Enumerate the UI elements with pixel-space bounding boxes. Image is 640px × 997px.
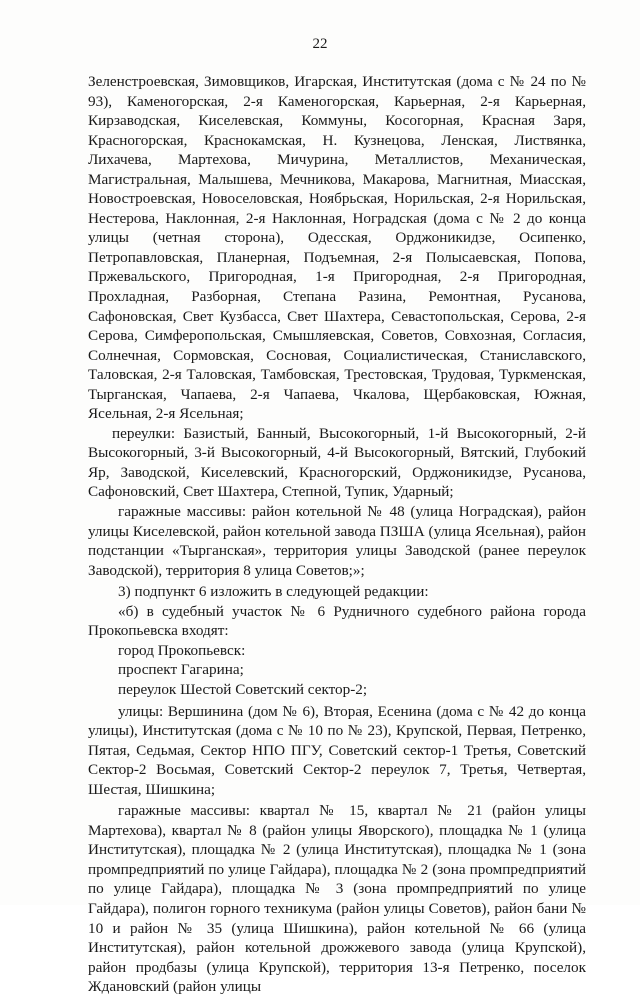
paragraph-lanes: переулки: Базистый, Банный, Высокогорный, 1-й Высокогорный, 2-й Высокогорный, 3-й Высокогорный, 4-й Высокогорный, Вятский, Глубокий Яр, Заводской, Киселевский, Красногорский, Орджоникидзе, Русанова, Сафоновский, Свет Шахтера, Степной, Тупик, Ударный;	[88, 424, 586, 501]
page-number: 22	[312, 36, 328, 52]
paragraph-subclause-3: 3) подпункт 6 изложить в следующей редакции:	[118, 583, 429, 601]
paragraph-streets-continued: Зеленстроевская, Зимовщиков, Игарская, Институтская (дома с № 24 по № 93), Каменогорская, 2-я Каменогорская, Карьерная, 2-я Карьерная, Кирзаводская, Киселевская, Коммуны, Косогорная, Красная Заря, Красногорская, Краснокамская, Н. Кузнецова, Ленская, Листвянка, Лихачева, Мартехова, Мичурина, Металлистов, Механическая, Магистральная, Малышева, Мечникова, Макарова, Магнитная, Миасская, Новостроевская, Новоселовская, Ноябрьская, Норильская, 2-я Норильская, Нестерова, Наклонная, 2-я Наклонная, Ноградская (дома с № 2 до конца улицы (четная сторона), Одесская, Орджоникидзе, Осипенко, Петропавловская, Планерная, Подъемная, 2-я Полысаевская, Попова, Пржевальского, Пригородная, 1-я Пригородная, 2-я Пригородная, Прохладная, Разборная, Степана Разина, Ремонтная, Русанова, Сафоновская, Свет Кузбасса, Свет Шахтера, Севастопольская, Серова, 2-я Серова, Симферопольская, Смышляевская, Советов, Совхозная, Согласия, Солнечная, Сормовская, Сосновая, Социалистическая, Станиславского, Таловская, 2-я Таловская, Тамбовская, Трестовская, Трудовая, Туркменская, Тырганская, Чапаева, 2-я Чапаева, Чкалова, Щербаковская, Южная, Ясельная, 2-я Ясельная;	[88, 73, 586, 423]
paragraph-court-district-6: «б) в судебный участок № 6 Рудничного судебного района города Прокопьевска входят:	[88, 602, 586, 640]
paragraph-garage-areas-6: гаражные массивы: квартал № 15, квартал № 21 (район улицы Мартехова), квартал № 8 (район улицы Яворского), площадка № 1 (улица Институтская), площадка № 2 (улица Институтская), площадка № 1 (зона промпредприятий по улице Гайдара), площадка № 2 (зона промпредприятий по улице Гайдара), площадка № 3 (зона промпредприятий по улице Гайдара), полигон горного техникума (район улицы Советов), район бани № 10 и район № 35 (улица Шишкина), район котельной № 66 (улица Институтская), район котельной дрожжевого завода (улица Крупской), район продбазы (улица Крупской), территория 13-я Петренко, поселок Ждановский (район улицы	[88, 802, 586, 996]
document-body	[88, 72, 586, 997]
paragraph-city: город Прокопьевск:	[118, 641, 246, 659]
paragraph-garage-areas-5: гаражные массивы: район котельной № 48 (улица Ноградская), район улицы Киселевской, район котельной завода ПЗША (улица Ясельная), район подстанции «Тырганская», территория улицы Заводской (ранее переулок Заводской), территория 8 улица Советов;»;	[88, 503, 586, 579]
paragraph-avenue: проспект Гагарина;	[118, 661, 244, 679]
paragraph-streets-6: улицы: Вершинина (дом № 6), Вторая, Есенина (дома с № 42 до конца улицы), Институтская (дома с № 10 по № 23), Крупской, Первая, Петренко, Пятая, Седьмая, Сектор НПО ПГУ, Советский сектор-1 Третья, Советский Сектор-2 Восьмая, Советский Сектор-2 переулок 7, Третья, Четвертая, Шестая, Шишкина;	[88, 702, 586, 798]
paragraph-lane: переулок Шестой Советский сектор-2;	[118, 680, 368, 698]
